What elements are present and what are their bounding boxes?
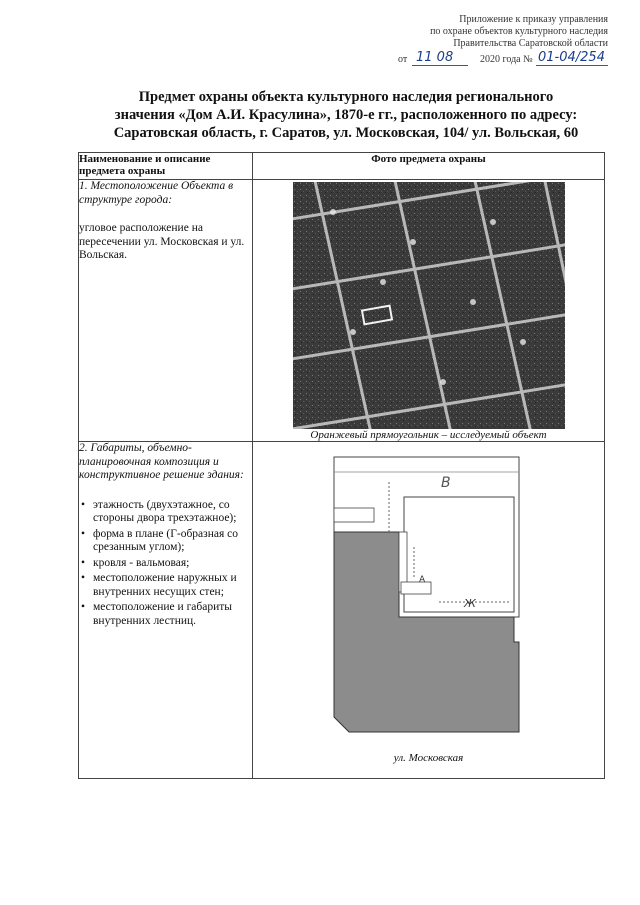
row1-heading: 1. Местоположение Объекта в структуре города: xyxy=(79,180,234,206)
table-row xyxy=(79,180,605,442)
title-line-1: Предмет охраны объекта культурного наследия регионального xyxy=(138,89,554,105)
header-line-2: по охране объектов культурного наследия xyxy=(430,26,608,37)
row1-caption: Оранжевый прямоугольник – исследуемый объект xyxy=(310,429,547,441)
order-year-label: 2020 года № xyxy=(480,54,533,65)
order-date-handwritten: 11 08 xyxy=(416,50,454,65)
document-header xyxy=(348,14,608,50)
title-line-3: Саратовская область, г. Саратов, ул. Московская, 104/ ул. Вольская, 60 xyxy=(113,125,579,141)
svg-text:Ж: Ж xyxy=(463,597,476,610)
row2-photo xyxy=(253,442,605,779)
order-number-handwritten: 01-04/254 xyxy=(538,50,605,65)
row1-text: угловое расположение на пересечении ул. Московская и ул. Вольская. xyxy=(79,222,245,261)
list-item: • местоположение наружных и внутренних несущих стен; xyxy=(79,572,252,599)
title-line-2: значения «Дом А.И. Красулина», 1870-е гг., расположенного по адресу: xyxy=(114,107,578,123)
list-item: • форма в плане (Г-образная со срезанным углом); xyxy=(79,528,252,555)
list-item: • кровля - вальмовая; xyxy=(79,557,252,571)
svg-text:А: А xyxy=(418,575,425,585)
list-item: • местоположение и габариты внутренних лестниц. xyxy=(79,601,252,628)
row1-description xyxy=(79,180,253,442)
row2-bullet-list xyxy=(79,499,252,629)
row2-description xyxy=(79,442,253,779)
header-line-1: Приложение к приказу управления xyxy=(459,14,608,25)
order-reference xyxy=(398,52,610,66)
table-header-row xyxy=(79,153,605,180)
header-line-3: Правительства Саратовской области xyxy=(453,38,608,49)
row2-heading: 2. Габариты, объемно-планировочная композиция и конструктивное решение здания: xyxy=(79,442,244,481)
list-item: • этажность (двухэтажное, со стороны двора трехэтажное); xyxy=(79,499,252,526)
svg-text:В: В xyxy=(440,475,451,491)
order-from-label: от xyxy=(398,54,408,65)
page-title xyxy=(86,88,606,142)
col2-header: Фото предмета охраны xyxy=(253,153,605,180)
row1-photo xyxy=(253,180,605,442)
col1-header: Наименование и описание предмета охраны xyxy=(79,153,253,180)
protection-table xyxy=(78,152,605,779)
aerial-map-image xyxy=(293,182,565,429)
table-row xyxy=(79,442,605,779)
row2-caption: ул. Московская xyxy=(393,752,464,764)
floor-plan-image xyxy=(329,452,529,752)
